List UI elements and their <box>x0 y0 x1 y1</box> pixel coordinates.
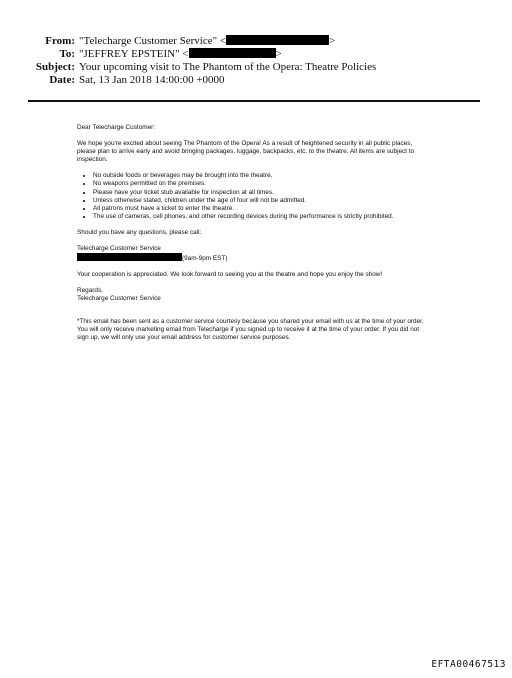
date-row <box>0 74 512 88</box>
subject-value: Your upcoming visit to The Phantom of the Opera: Theatre Policies <box>79 61 377 73</box>
service-hours: (9am-9pm EST) <box>182 255 228 263</box>
contact-block <box>77 245 427 263</box>
from-value <box>79 35 335 47</box>
policy-item: • No outside foods or beverages may be brought into the theatre. <box>93 172 427 180</box>
intro-paragraph: We hope you're excited about seeing The Phantom of the Opera! As a result of heightened security in all public places, please plan to arrive early and avoid bringing packages, luggage, backpacks, etc. to the theatre. All items are subject to inspection. <box>77 140 415 164</box>
date-label: Date: <box>49 74 75 86</box>
to-close: > <box>275 48 282 60</box>
header-divider <box>28 100 480 102</box>
redaction-bar <box>189 48 276 58</box>
from-label: From: <box>45 35 75 47</box>
signoff-block <box>77 287 427 303</box>
policy-item: • Unless otherwise stated, children under the age of four will not be admitted. <box>93 197 427 205</box>
disclaimer: *This email has been sent as a customer service courtesy because you shared your email with us at the time of your order. You will only receive marketing email from Telecharge if you signed up to receive it at the time of your order. If you did not sign up, we will only use your email address for customer service purposes. <box>77 317 424 341</box>
to-row <box>0 48 512 62</box>
signature: Telecharge Customer Service <box>77 295 161 303</box>
to-value <box>79 48 282 60</box>
cooperation-paragraph: Your cooperation is appreciated. We look forward to seeing you at the theatre and hope you enjoy the show! <box>77 271 383 279</box>
policy-item: • No weapons permitted on the premises. <box>93 180 427 188</box>
greeting: Dear Telecharge Customer: <box>77 124 156 131</box>
redaction-bar <box>226 35 329 45</box>
document-id: EFTA00467513 <box>431 659 506 670</box>
policy-item: • The use of cameras, cell phones, and other recording devices during the performance is strictly prohibited. <box>93 213 427 221</box>
subject-row <box>0 61 512 75</box>
to-label: To: <box>59 48 75 60</box>
from-close: > <box>329 35 336 47</box>
email-body <box>77 124 427 350</box>
subject-label: Subject: <box>35 61 75 73</box>
policy-list <box>77 172 427 221</box>
policy-item: • Please have your ticket stub available for inspection at all times. <box>93 189 427 197</box>
policy-item: • All patrons must have a ticket to enter the theatre. <box>93 205 427 213</box>
regards: Regards, <box>77 287 103 295</box>
date-value: Sat, 13 Jan 2018 14:00:00 +0000 <box>79 74 225 86</box>
from-row <box>0 35 512 49</box>
redaction-bar <box>77 253 182 261</box>
to-recipient: "JEFFREY EPSTEIN" < <box>79 48 189 60</box>
questions-line: Should you have any questions, please call: <box>77 228 202 236</box>
service-name: Telecharge Customer Service <box>77 245 161 253</box>
from-sender: "Telecharge Customer Service" < <box>79 35 227 47</box>
